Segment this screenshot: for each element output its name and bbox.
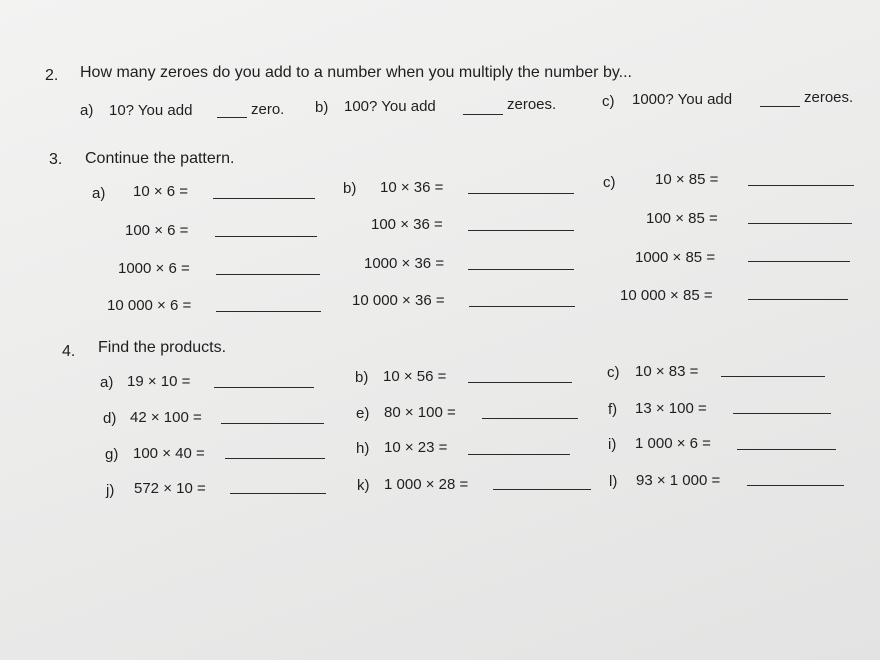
product-expression: 100 × 40 = bbox=[133, 445, 205, 462]
item-label: f) bbox=[608, 401, 618, 418]
item-label: b) bbox=[343, 180, 357, 197]
answer-blank[interactable] bbox=[225, 458, 325, 459]
pattern-expression: 1000 × 36 = bbox=[364, 255, 445, 272]
product-expression: 93 × 1 000 = bbox=[636, 472, 721, 489]
answer-blank[interactable] bbox=[737, 449, 836, 450]
product-expression: 1 000 × 28 = bbox=[384, 476, 469, 493]
answer-blank[interactable] bbox=[221, 423, 324, 424]
item-unit: zeroes. bbox=[507, 96, 557, 113]
pattern-expression: 100 × 6 = bbox=[125, 222, 189, 239]
item-text: 100? You add bbox=[344, 98, 436, 115]
answer-blank[interactable] bbox=[216, 274, 320, 275]
answer-blank[interactable] bbox=[230, 493, 326, 494]
product-expression: 80 × 100 = bbox=[384, 404, 456, 421]
item-label: c) bbox=[602, 93, 615, 110]
pattern-expression: 10 000 × 85 = bbox=[620, 287, 713, 304]
question-number: 4. bbox=[62, 343, 76, 360]
answer-blank[interactable] bbox=[721, 376, 825, 377]
item-label: e) bbox=[356, 405, 370, 422]
pattern-expression: 10 × 85 = bbox=[655, 171, 719, 188]
item-label: i) bbox=[608, 436, 617, 453]
item-text: 1000? You add bbox=[632, 91, 733, 108]
question-prompt: How many zeroes do you add to a number when you multiply the number by... bbox=[80, 64, 632, 81]
item-label: c) bbox=[607, 364, 620, 381]
answer-blank[interactable] bbox=[469, 306, 575, 307]
product-expression: 42 × 100 = bbox=[130, 409, 202, 426]
answer-blank[interactable] bbox=[733, 413, 831, 414]
item-unit: zeroes. bbox=[804, 89, 854, 106]
answer-blank[interactable] bbox=[215, 236, 317, 237]
answer-blank[interactable] bbox=[747, 485, 844, 486]
item-label: h) bbox=[356, 440, 370, 457]
answer-blank[interactable] bbox=[217, 117, 247, 118]
pattern-expression: 10 × 36 = bbox=[380, 179, 444, 196]
pattern-expression: 1000 × 6 = bbox=[118, 260, 190, 277]
answer-blank[interactable] bbox=[468, 454, 570, 455]
pattern-expression: 100 × 85 = bbox=[646, 210, 718, 227]
answer-blank[interactable] bbox=[748, 185, 854, 186]
pattern-expression: 10 × 6 = bbox=[133, 183, 189, 200]
answer-blank[interactable] bbox=[760, 106, 800, 107]
answer-blank[interactable] bbox=[214, 387, 314, 388]
product-expression: 10 × 83 = bbox=[635, 363, 699, 380]
question-prompt: Continue the pattern. bbox=[85, 150, 235, 167]
answer-blank[interactable] bbox=[463, 114, 503, 115]
answer-blank[interactable] bbox=[468, 382, 572, 383]
answer-blank[interactable] bbox=[493, 489, 591, 490]
item-label: b) bbox=[355, 369, 369, 386]
product-expression: 572 × 10 = bbox=[134, 480, 206, 497]
answer-blank[interactable] bbox=[748, 223, 852, 224]
answer-blank[interactable] bbox=[748, 299, 848, 300]
question-number: 2. bbox=[45, 67, 59, 84]
product-expression: 10 × 23 = bbox=[384, 439, 448, 456]
product-expression: 10 × 56 = bbox=[383, 368, 447, 385]
answer-blank[interactable] bbox=[468, 269, 574, 270]
item-label: b) bbox=[315, 99, 329, 116]
answer-blank[interactable] bbox=[213, 198, 315, 199]
item-label: l) bbox=[609, 473, 618, 490]
item-label: a) bbox=[80, 102, 94, 119]
item-label: a) bbox=[100, 374, 114, 391]
pattern-expression: 100 × 36 = bbox=[371, 216, 443, 233]
answer-blank[interactable] bbox=[216, 311, 321, 312]
product-expression: 13 × 100 = bbox=[635, 400, 707, 417]
item-label: a) bbox=[92, 185, 106, 202]
answer-blank[interactable] bbox=[468, 230, 574, 231]
item-label: j) bbox=[106, 482, 115, 499]
item-label: k) bbox=[357, 477, 370, 494]
product-expression: 1 000 × 6 = bbox=[635, 435, 711, 452]
item-text: 10? You add bbox=[109, 102, 193, 119]
answer-blank[interactable] bbox=[482, 418, 578, 419]
product-expression: 19 × 10 = bbox=[127, 373, 191, 390]
answer-blank[interactable] bbox=[468, 193, 574, 194]
pattern-expression: 10 000 × 36 = bbox=[352, 292, 445, 309]
answer-blank[interactable] bbox=[748, 261, 850, 262]
question-prompt: Find the products. bbox=[98, 339, 227, 356]
pattern-expression: 10 000 × 6 = bbox=[107, 297, 192, 314]
item-label: c) bbox=[603, 174, 616, 191]
pattern-expression: 1000 × 85 = bbox=[635, 249, 716, 266]
question-number: 3. bbox=[49, 151, 63, 168]
item-label: d) bbox=[103, 410, 117, 427]
item-label: g) bbox=[105, 446, 119, 463]
item-unit: zero. bbox=[251, 101, 285, 118]
